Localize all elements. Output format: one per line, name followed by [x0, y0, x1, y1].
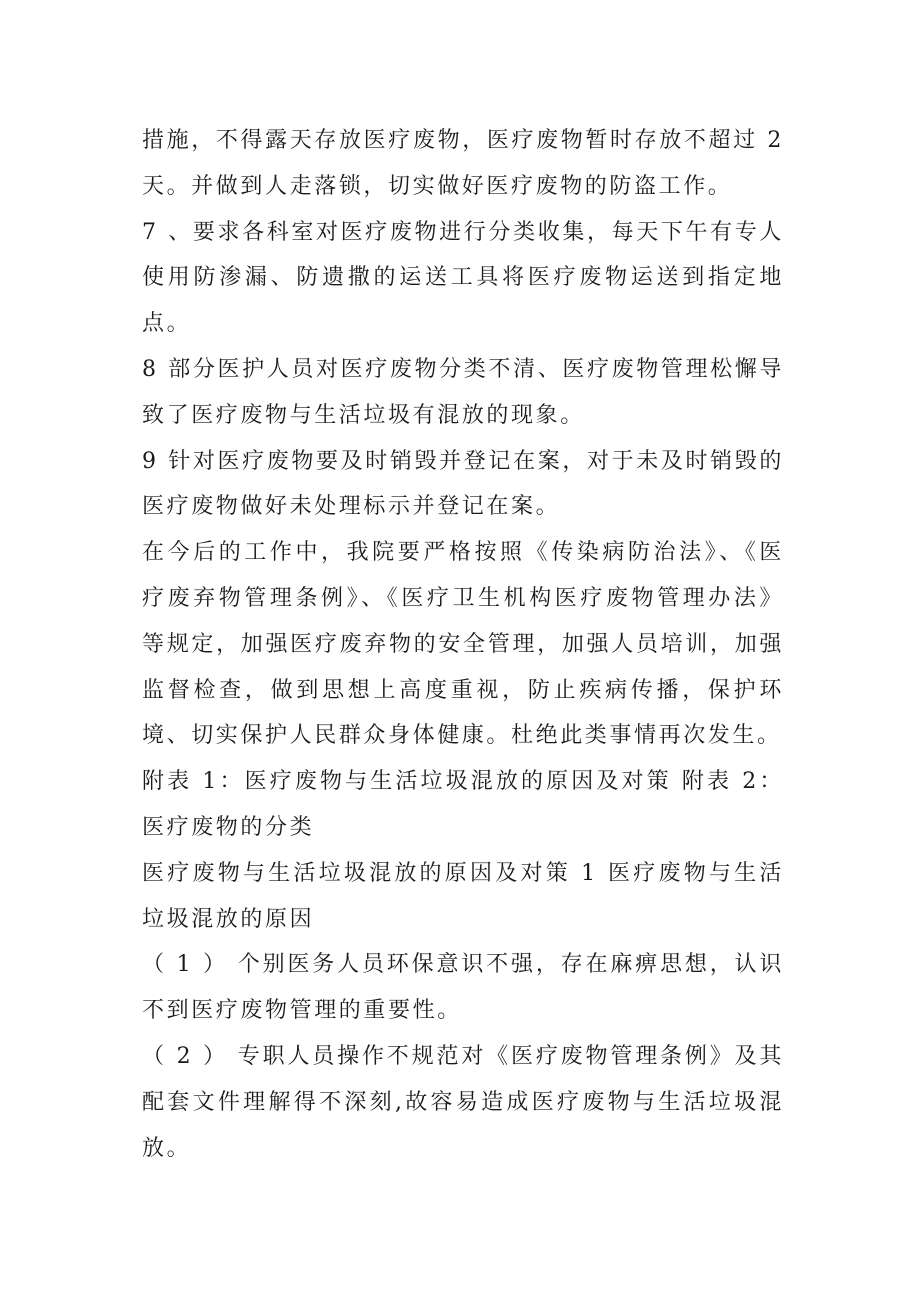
paragraph-future-work: 在今后的工作中，我院要严格按照《传染病防治法》、《医疗废弃物管理条例》、《医疗卫生机构医疗废物管理办法》 等规定，加强医疗废弃物的安全管理，加强人员培训，加强监督检查，做到思想上高度重视，防止疾病传播，保护环境、切实保护人民群众身体健康。杜绝此类事情再次发生。 [142, 540, 784, 749]
paragraph-item-8: 8 部分医护人员对医疗废物分类不清、医疗废物管理松懈导致了医疗废物与生活垃圾有混放的现象。 [142, 356, 784, 428]
paragraph-storage-measures: 措施，不得露天存放医疗废物，医疗废物暂时存放不超过 2 天。并做到人走落锁，切实做好医疗废物的防盗工作。 [142, 128, 784, 199]
paragraph-reason-1: （ 1 ） 个别医务人员环保意识不强，存在麻痹思想，认识不到医疗废物管理的重要性。 [142, 952, 784, 1024]
paragraph-appendix-heading: 医疗废物与生活垃圾混放的原因及对策 1 医疗废物与生活垃圾混放的原因 [142, 860, 784, 932]
paragraph-reason-2: （ 2 ） 专职人员操作不规范对《医疗废物管理条例》及其配套文件理解得不深刻,故容易造成医疗废物与生活垃圾混放。 [142, 1043, 784, 1161]
paragraph-item-9: 9 针对医疗废物要及时销毁并登记在案，对于未及时销毁的医疗废物做好未处理标示并登记在案。 [142, 448, 784, 520]
paragraph-item-7: 7 、要求各科室对医疗废物进行分类收集，每天下午有专人使用防渗漏、防遗撒的运送工具将医疗废物运送到指定地点。 [142, 219, 784, 337]
document-body [142, 118, 784, 1171]
paragraph-appendix-list: 附表 1：医疗废物与生活垃圾混放的原因及对策 附表 2：医疗废物的分类 [142, 769, 784, 840]
